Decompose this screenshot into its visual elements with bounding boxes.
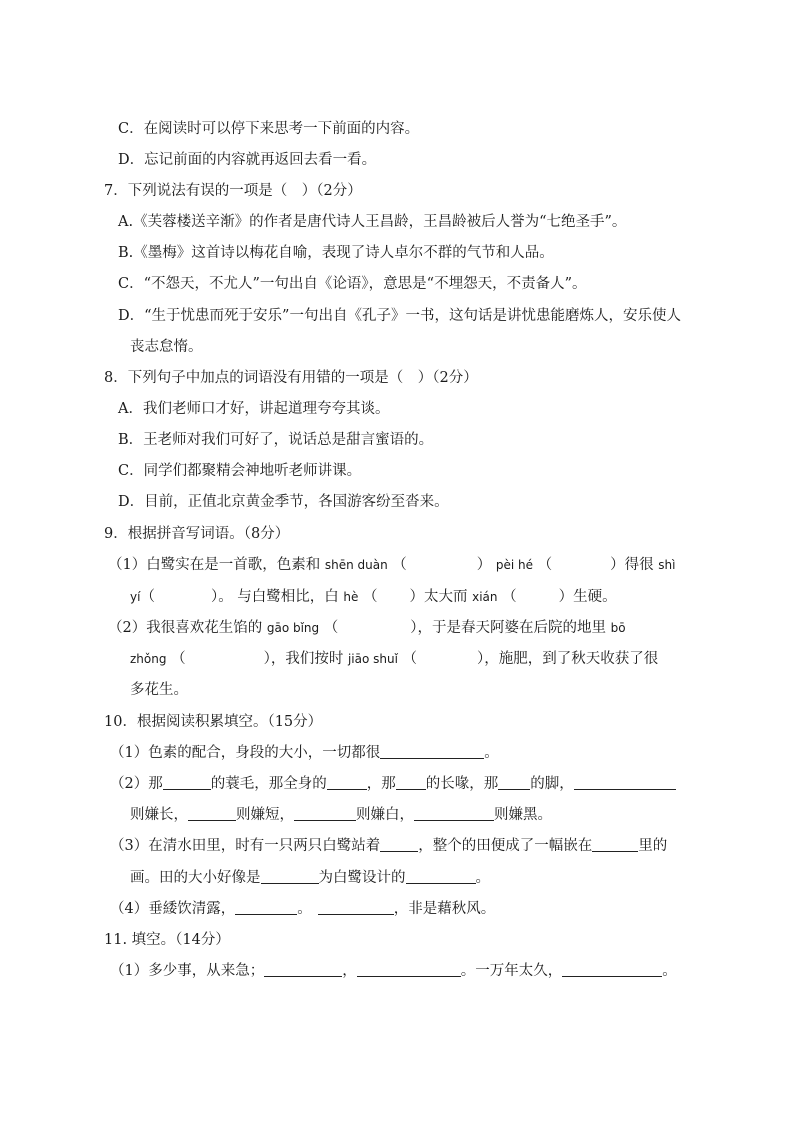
fill-blank[interactable] <box>264 961 342 977</box>
q9-line-3: （2）我很喜欢花生馅的 gāo bǐng （ ），于是春天阿婆在后院的地里 bō <box>108 620 626 636</box>
fill-blank[interactable] <box>406 868 476 884</box>
q7-option-d-cont: 丧志怠惰。 <box>130 339 203 355</box>
pinyin-peihe: pèi hé <box>495 558 534 572</box>
q7-option-c: C．“不怨天，不尤人”一句出自《论语》，意思是“不埋怨天，不责备人”。 <box>118 276 587 292</box>
fill-blank[interactable] <box>396 774 426 790</box>
fill-blank[interactable] <box>235 899 297 915</box>
q8-option-c: C．同学们都聚精会神地听老师讲课。 <box>118 463 362 479</box>
fill-blank[interactable] <box>498 774 530 790</box>
fill-blank[interactable] <box>327 774 367 790</box>
pinyin-shenduan: shēn duàn <box>324 558 388 572</box>
fill-blank[interactable] <box>318 899 394 915</box>
pinyin-zhong: zhǒng <box>130 652 167 666</box>
pinyin-shi: shì <box>658 558 676 572</box>
q7-option-b: B.《墨梅》这首诗以梅花自喻，表现了诗人卓尔不群的气节和人品。 <box>118 245 554 261</box>
q9-line-5: 多花生。 <box>130 682 188 698</box>
pinyin-yi: yí <box>130 590 141 604</box>
q11-stem: 11. 填空。（14分） <box>104 932 230 948</box>
fill-blank[interactable] <box>414 805 494 821</box>
q6-option-c: C．在阅读时可以停下来思考一下前面的内容。 <box>118 121 420 137</box>
fill-blank[interactable] <box>294 805 356 821</box>
fill-blank[interactable] <box>592 836 638 852</box>
q9-line-4: zhǒng （ ），我们按时 jiāo shuǐ （ ），施肥，到了秋天收获了很 <box>130 651 659 667</box>
q9-line-2: yí（ ）。 与白鹭相比，白 hè （ ）太大而 xián （ ）生硬。 <box>130 589 617 605</box>
q7-stem: 7．下列说法有误的一项是（ ）（2分） <box>104 183 362 199</box>
fill-blank[interactable] <box>357 961 461 977</box>
q9-stem: 9．根据拼音写词语。（8分） <box>104 526 290 542</box>
q11-line-1: （1）多少事，从来急； ， 。一万年太久， 。 <box>110 963 677 979</box>
q10-line-1: （1）色素的配合，身段的大小，一切都很 。 <box>110 745 499 761</box>
q10-line-5: 画。田的大小好像是 为白鹭设计的 。 <box>130 870 490 886</box>
fill-blank[interactable] <box>261 868 319 884</box>
q8-option-b: B．王老师对我们可好了，说话总是甜言蜜语的。 <box>118 432 434 448</box>
pinyin-bo: bō <box>610 621 626 635</box>
pinyin-gaobing: gāo bǐng <box>266 621 320 635</box>
pinyin-jiaoshui: jiāo shuǐ <box>347 652 398 666</box>
fill-blank[interactable] <box>188 805 236 821</box>
q8-stem: 8．下列句子中加点的词语没有用错的一项是（ ）（2分） <box>104 370 478 386</box>
q9-line-1: （1）白鹭实在是一首歌，色素和 shēn duàn （ ） pèi hé （ ）得很 shì <box>108 557 676 573</box>
fill-blank[interactable] <box>562 961 662 977</box>
q7-option-d: D．“生于忧患而死于安乐”一句出自《孔子》一书，这句话是讲忧患能磨炼人，安乐使人 <box>118 308 681 324</box>
q10-line-2: （2）那 的蓑毛，那全身的 ，那 的长喙，那 的脚， <box>110 774 676 794</box>
fill-blank[interactable] <box>163 774 211 790</box>
q8-option-d: D．目前，正值北京黄金季节，各国游客纷至沓来。 <box>118 494 449 510</box>
q10-stem: 10．根据阅读积累填空。（15分） <box>104 714 323 730</box>
fill-blank[interactable] <box>380 743 484 759</box>
fill-blank[interactable] <box>574 774 676 790</box>
q10-line-3: 则嫌长， 则嫌短， 则嫌白， 则嫌黑。 <box>130 807 552 823</box>
fill-blank[interactable] <box>380 836 418 852</box>
pinyin-he: hè <box>343 590 359 604</box>
q10-line-6: （4）垂緌饮清露， 。 ，非是藉秋风。 <box>110 901 496 917</box>
q8-option-a: A．我们老师口才好，讲起道理夸夸其谈。 <box>118 401 390 417</box>
pinyin-xian: xián <box>472 590 498 604</box>
q6-option-d: D．忘记前面的内容就再返回去看一看。 <box>118 152 377 168</box>
q7-option-a: A.《芙蓉楼送辛渐》的作者是唐代诗人王昌龄，王昌龄被后人誉为“七绝圣手”。 <box>118 214 627 230</box>
q10-line-4: （3）在清水田里，时有一只两只白鹭站着 ，整个的田便成了一幅嵌在 里的 <box>110 838 668 854</box>
